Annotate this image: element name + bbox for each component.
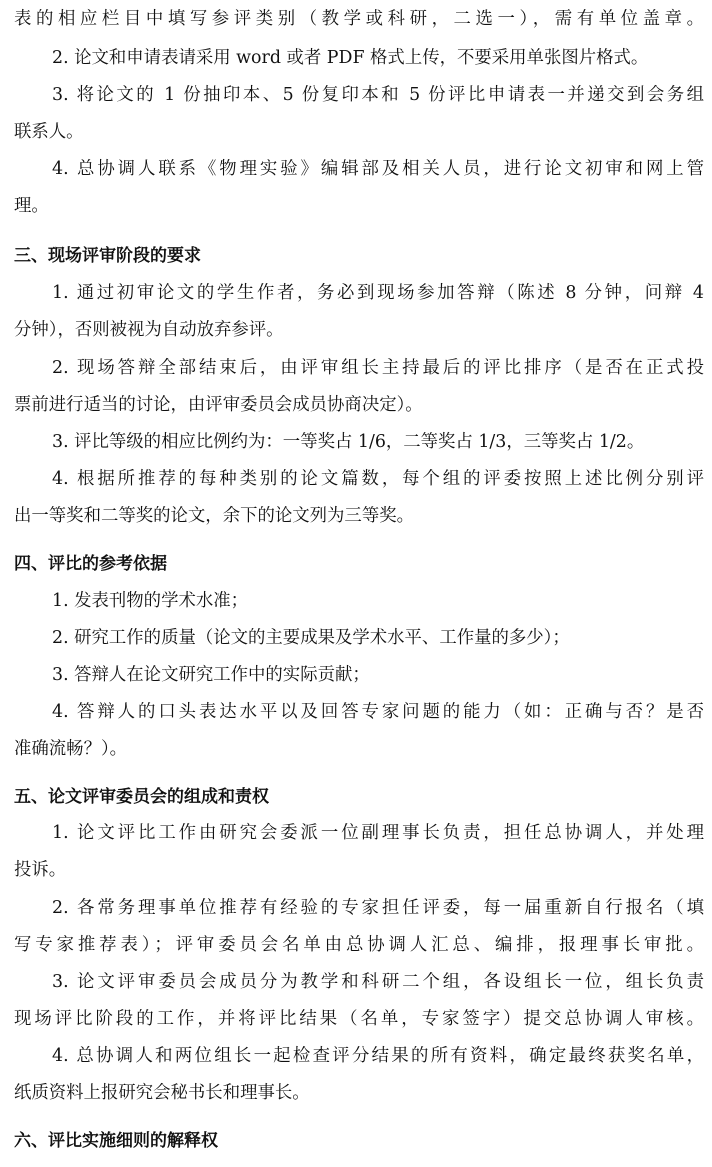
list-item-4: 4. 总协调人联系《物理实验》编辑部及相关人员，进行论文初审和网上管	[52, 159, 704, 179]
paragraph-line: 准确流畅？）。	[14, 739, 128, 759]
list-item-1: 1. 通过初审论文的学生作者，务必到现场参加答辩（陈述 8 分钟，问辩 4	[52, 283, 704, 303]
list-item-2: 2. 现场答辩全部结束后，由评审组长主持最后的评比排序（是否在正式投	[52, 358, 704, 378]
paragraph-line: 理。	[14, 196, 49, 216]
section-heading-3: 三、现场评审阶段的要求	[14, 246, 201, 266]
list-item-4: 4. 答辩人的口头表达水平以及回答专家问题的能力（如：正确与否？是否	[52, 702, 704, 722]
paragraph-line: 表的相应栏目中填写参评类别（教学或科研，二选一），需有单位盖章。	[14, 9, 704, 29]
paragraph-line: 票前进行适当的讨论，由评审委员会成员协商决定）。	[14, 395, 423, 415]
list-item-2: 2. 研究工作的质量（论文的主要成果及学术水平、工作量的多少）；	[52, 628, 570, 648]
list-item-2: 2. 论文和申请表请采用 word 或者 PDF 格式上传，不要采用单张图片格式。	[52, 48, 649, 68]
list-item-4: 4. 总协调人和两位组长一起检查评分结果的所有资料，确定最终获奖名单，	[52, 1046, 704, 1066]
paragraph-line: 出一等奖和二等奖的论文，余下的论文列为三等奖。	[14, 506, 414, 526]
list-item-4: 4. 根据所推荐的每种类别的论文篇数，每个组的评委按照上述比例分别评	[52, 469, 704, 489]
paragraph-line: 现场评比阶段的工作，并将评比结果（名单，专家签字）提交总协调人审核。	[14, 1009, 704, 1029]
list-item-3: 3. 答辩人在论文研究工作中的实际贡献；	[52, 665, 370, 685]
paragraph-line: 联系人。	[14, 122, 84, 142]
list-item-1: 1. 发表刊物的学术水准；	[52, 591, 249, 611]
section-heading-6: 六、评比实施细则的解释权	[14, 1131, 218, 1151]
list-item-2: 2. 各常务理事单位推荐有经验的专家担任评委，每一届重新自行报名（填	[52, 898, 704, 918]
list-item-3: 3. 论文评审委员会成员分为教学和科研二个组，各设组长一位，组长负责	[52, 972, 704, 992]
list-item-3: 3. 将论文的 1 份抽印本、5 份复印本和 5 份评比申请表一并递交到会务组	[52, 85, 704, 105]
list-item-1: 1. 论文评比工作由研究会委派一位副理事长负责，担任总协调人，并处理	[52, 823, 704, 843]
section-heading-4: 四、评比的参考依据	[14, 554, 167, 574]
paragraph-line: 写专家推荐表）；评审委员会名单由总协调人汇总、编排，报理事长审批。	[14, 935, 704, 955]
section-heading-5: 五、论文评审委员会的组成和责权	[14, 787, 269, 807]
paragraph-line: 分钟），否则被视为自动放弃参评。	[14, 320, 284, 340]
paragraph-line: 纸质资料上报研究会秘书长和理事长。	[14, 1083, 310, 1103]
paragraph-line: 投诉。	[14, 860, 67, 880]
list-item-3: 3. 评比等级的相应比例约为：一等奖占 1/6，二等奖占 1/3，三等奖占 1/2。	[52, 432, 645, 452]
